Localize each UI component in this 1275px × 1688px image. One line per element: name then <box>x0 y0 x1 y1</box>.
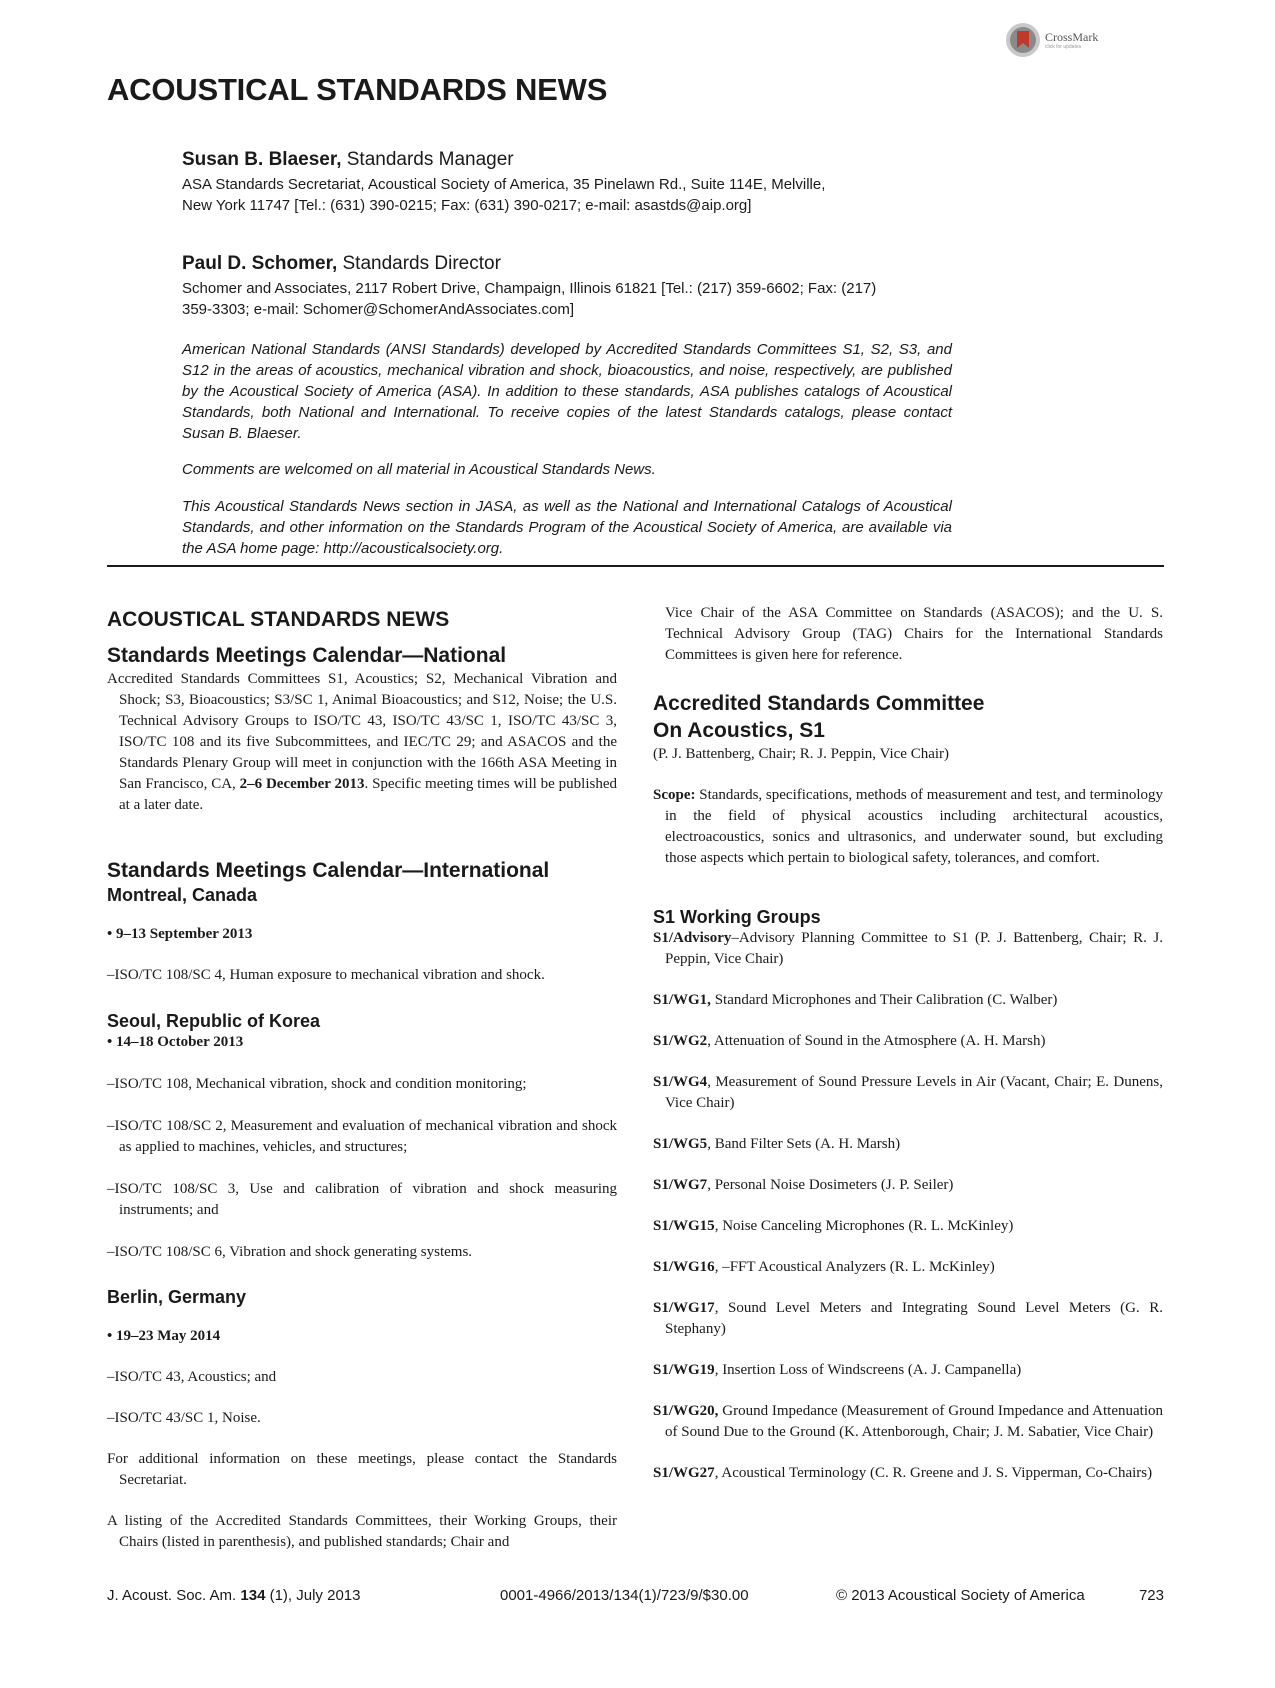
meeting-item: –ISO/TC 108, Mechanical vibration, shock and condition monitoring; <box>107 1076 527 1092</box>
national-text-part: . Specific meeting times will be published at a later date. <box>119 776 617 813</box>
working-group-item <box>653 1463 1163 1484</box>
working-group-item <box>653 1257 1163 1278</box>
working-group-item <box>653 1401 1163 1443</box>
person-role: Standards Manager <box>341 149 514 170</box>
wg-code: S1/WG27 <box>653 1465 715 1481</box>
standards-manager-block <box>182 148 962 216</box>
wg-code: S1/WG4 <box>653 1074 708 1090</box>
person-address-line: New York 11747 [Tel.: (631) 390-0215; Fax: (631) 390-0217; e-mail: asastds@aip.org] <box>182 197 752 214</box>
wg-code: S1/WG16 <box>653 1259 715 1275</box>
listing-text: A listing of the Accredited Standards Committees, their Working Groups, their Chairs (listed in parenthesis), and published standards; Chair and <box>107 1513 617 1550</box>
wg-code: S1/WG19 <box>653 1362 715 1378</box>
working-groups-heading: S1 Working Groups <box>653 907 821 927</box>
wg-description: , Noise Canceling Microphones (R. L. McKinley) <box>714 1218 1014 1234</box>
national-calendar-text <box>107 669 617 816</box>
standards-director-block <box>182 252 962 320</box>
meeting-date: • 14–18 October 2013 <box>107 1034 244 1050</box>
working-group-item <box>653 1360 1163 1381</box>
wg-description: Ground Impedance (Measurement of Ground Impedance and Attenuation of Sound Due to the Ground (K. Attenborough, Chair; J. M. Sabatier, Vice Chair) <box>665 1403 1163 1440</box>
section-divider <box>107 565 1164 567</box>
wg-description: , Measurement of Sound Pressure Levels in Air (Vacant, Chair; E. Dunens, Vice Chair) <box>665 1074 1163 1111</box>
wg-code: S1/WG20, <box>653 1403 719 1419</box>
working-group-item <box>653 1298 1163 1340</box>
wg-description: , Insertion Loss of Windscreens (A. J. Campanella) <box>714 1362 1022 1378</box>
page-number: 723 <box>1138 1587 1164 1604</box>
crossmark-icon <box>1005 22 1041 58</box>
scope-label: Scope: <box>653 787 696 803</box>
left-column <box>107 605 617 1553</box>
copyright: © 2013 Acoustical Society of America <box>836 1587 1085 1604</box>
wg-description: , –FFT Acoustical Analyzers (R. L. McKinley) <box>714 1259 995 1275</box>
working-group-item <box>653 990 1163 1011</box>
working-group-item <box>653 1216 1163 1237</box>
person-name: Susan B. Blaeser, <box>182 149 342 170</box>
wg-description: , Personal Noise Dosimeters (J. P. Seiler) <box>707 1177 954 1193</box>
committee-heading <box>653 690 1163 744</box>
journal-issue: (1), July 2013 <box>265 1587 361 1604</box>
meeting-item: –ISO/TC 108/SC 4, Human exposure to mechanical vibration and shock. <box>107 967 545 983</box>
journal-citation <box>107 1586 360 1606</box>
working-group-item <box>653 1031 1163 1052</box>
wg-code: S1/WG7 <box>653 1177 708 1193</box>
wg-code: S1/Advisory <box>653 930 732 946</box>
wg-description: , Band Filter Sets (A. H. Marsh) <box>707 1136 901 1152</box>
working-group-item <box>653 928 1163 970</box>
person-name: Paul D. Schomer, <box>182 253 338 274</box>
meeting-item: –ISO/TC 43, Acoustics; and <box>107 1369 277 1385</box>
meeting-item: –ISO/TC 108/SC 2, Measurement and evaluation of mechanical vibration and shock as applied to machines, vehicles, and structures; <box>107 1118 617 1155</box>
wg-code: S1/WG1, <box>653 992 711 1008</box>
journal-volume: 134 <box>240 1587 266 1604</box>
working-group-item <box>653 1134 1163 1155</box>
wg-description: Standard Microphones and Their Calibration (C. Walber) <box>710 992 1058 1008</box>
intro-paragraph: American National Standards (ANSI Standards) developed by Accredited Standards Committees S1, S2, S3, and S12 in the areas of acoustics, mechanical vibration and shock, bioacoustics, and noise, respectively, are published by the Acoustical Society of America (ASA). In addition to these standards, ASA publishes catalogs of Acoustical Standards, both National and International. To receive copies of the latest Standards catalogs, please contact Susan B. Blaeser. <box>182 341 952 442</box>
working-group-item <box>653 1175 1163 1196</box>
person-role: Standards Director <box>337 253 501 274</box>
national-meeting-dates: 2–6 December 2013 <box>239 776 365 792</box>
national-calendar-heading: Standards Meetings Calendar—National <box>107 644 507 667</box>
crossmark-name: CrossMark <box>1045 29 1099 44</box>
meeting-item: –ISO/TC 43/SC 1, Noise. <box>107 1410 261 1426</box>
wg-code: S1/WG15 <box>653 1218 715 1234</box>
international-calendar-heading: Standards Meetings Calendar—International <box>107 859 550 882</box>
person-address-line: ASA Standards Secretariat, Acoustical Society of America, 35 Pinelawn Rd., Suite 114E, Melville, <box>182 176 826 193</box>
wg-code: S1/WG2 <box>653 1033 708 1049</box>
scope-body: Standards, specifications, methods of measurement and test, and terminology in the field of physical acoustics including architectural acoustics, electroacoustics, sonics and ultrasonics, and underwater sound, but excluding those aspects which pertain to biological safety, tolerances, and comfort. <box>665 787 1163 866</box>
meeting-date: • 9–13 September 2013 <box>107 926 253 942</box>
national-text-part: Accredited Standards Committees S1, Acoustics; S2, Mechanical Vibration and Shock; S3, Bioacoustics; S3/SC 1, Animal Bioacoustics; and S12, Noise; the U.S. Technical Advisory Groups to ISO/TC 43, ISO/TC 43/SC 1, ISO/TC 43/SC 3, ISO/TC 108 and its five Subcommittees, and IEC/TC 29; and ASACOS and the Standards Plenary Group will meet in conjunction with the 166th ASA Meeting in San Francisco, CA, <box>107 671 617 792</box>
meeting-date: • 19–23 May 2014 <box>107 1328 221 1344</box>
journal-name: J. Acoust. Soc. Am. <box>107 1587 241 1604</box>
person-address-line: 359-3303; e-mail: Schomer@SchomerAndAssociates.com] <box>182 301 575 318</box>
committee-heading-line: Accredited Standards Committee <box>653 692 985 715</box>
scope-text <box>653 785 1163 869</box>
article-code: 0001-4966/2013/134(1)/723/9/$30.00 <box>500 1587 749 1604</box>
wg-description: , Acoustical Terminology (C. R. Greene and J. S. Vipperman, Co-Chairs) <box>714 1465 1153 1481</box>
wg-description: , Attenuation of Sound in the Atmosphere (A. H. Marsh) <box>707 1033 1046 1049</box>
crossmark-subtitle: click for updates <box>1045 43 1082 50</box>
intro-paragraph: Comments are welcomed on all material in Acoustical Standards News. <box>182 461 656 478</box>
right-column <box>653 605 1163 1484</box>
meeting-item: –ISO/TC 108/SC 3, Use and calibration of vibration and shock measuring instruments; and <box>107 1181 617 1218</box>
wg-code: S1/WG5 <box>653 1136 708 1152</box>
contact-text: For additional information on these meetings, please contact the Standards Secretariat. <box>107 1451 617 1488</box>
person-address-line: Schomer and Associates, 2117 Robert Drive, Champaign, Illinois 61821 [Tel.: (217) 359-6602; Fax: (217) <box>182 280 877 297</box>
crossmark-logo[interactable] <box>1005 20 1115 60</box>
committee-chairs: (P. J. Battenberg, Chair; R. J. Peppin, Vice Chair) <box>653 746 950 762</box>
page-title: ACOUSTICAL STANDARDS NEWS <box>107 72 608 107</box>
city-heading-berlin: Berlin, Germany <box>107 1287 247 1307</box>
section-heading: ACOUSTICAL STANDARDS NEWS <box>107 608 450 631</box>
wg-description: , Sound Level Meters and Integrating Sound Level Meters (G. R. Stephany) <box>665 1300 1163 1337</box>
intro-paragraph: This Acoustical Standards News section in JASA, as well as the National and International Catalogs of Acoustical Standards, and other information on the Standards Program of the Acoustical Society of America, are available via the ASA home page: http://acousticalsociety.org. <box>182 498 952 557</box>
city-heading-seoul: Seoul, Republic of Korea <box>107 1011 321 1031</box>
working-group-item <box>653 1072 1163 1114</box>
meeting-item: –ISO/TC 108/SC 6, Vibration and shock generating systems. <box>107 1244 473 1260</box>
continuation-text: Vice Chair of the ASA Committee on Standards (ASACOS); and the U. S. Technical Advisory Group (TAG) Chairs for the International Standards Committees is given here for reference. <box>665 605 1163 663</box>
city-heading-montreal: Montreal, Canada <box>107 885 258 905</box>
committee-heading-line: On Acoustics, S1 <box>653 719 825 742</box>
wg-code: S1/WG17 <box>653 1300 715 1316</box>
wg-description: –Advisory Planning Committee to S1 (P. J. Battenberg, Chair; R. J. Peppin, Vice Chair) <box>665 930 1163 967</box>
